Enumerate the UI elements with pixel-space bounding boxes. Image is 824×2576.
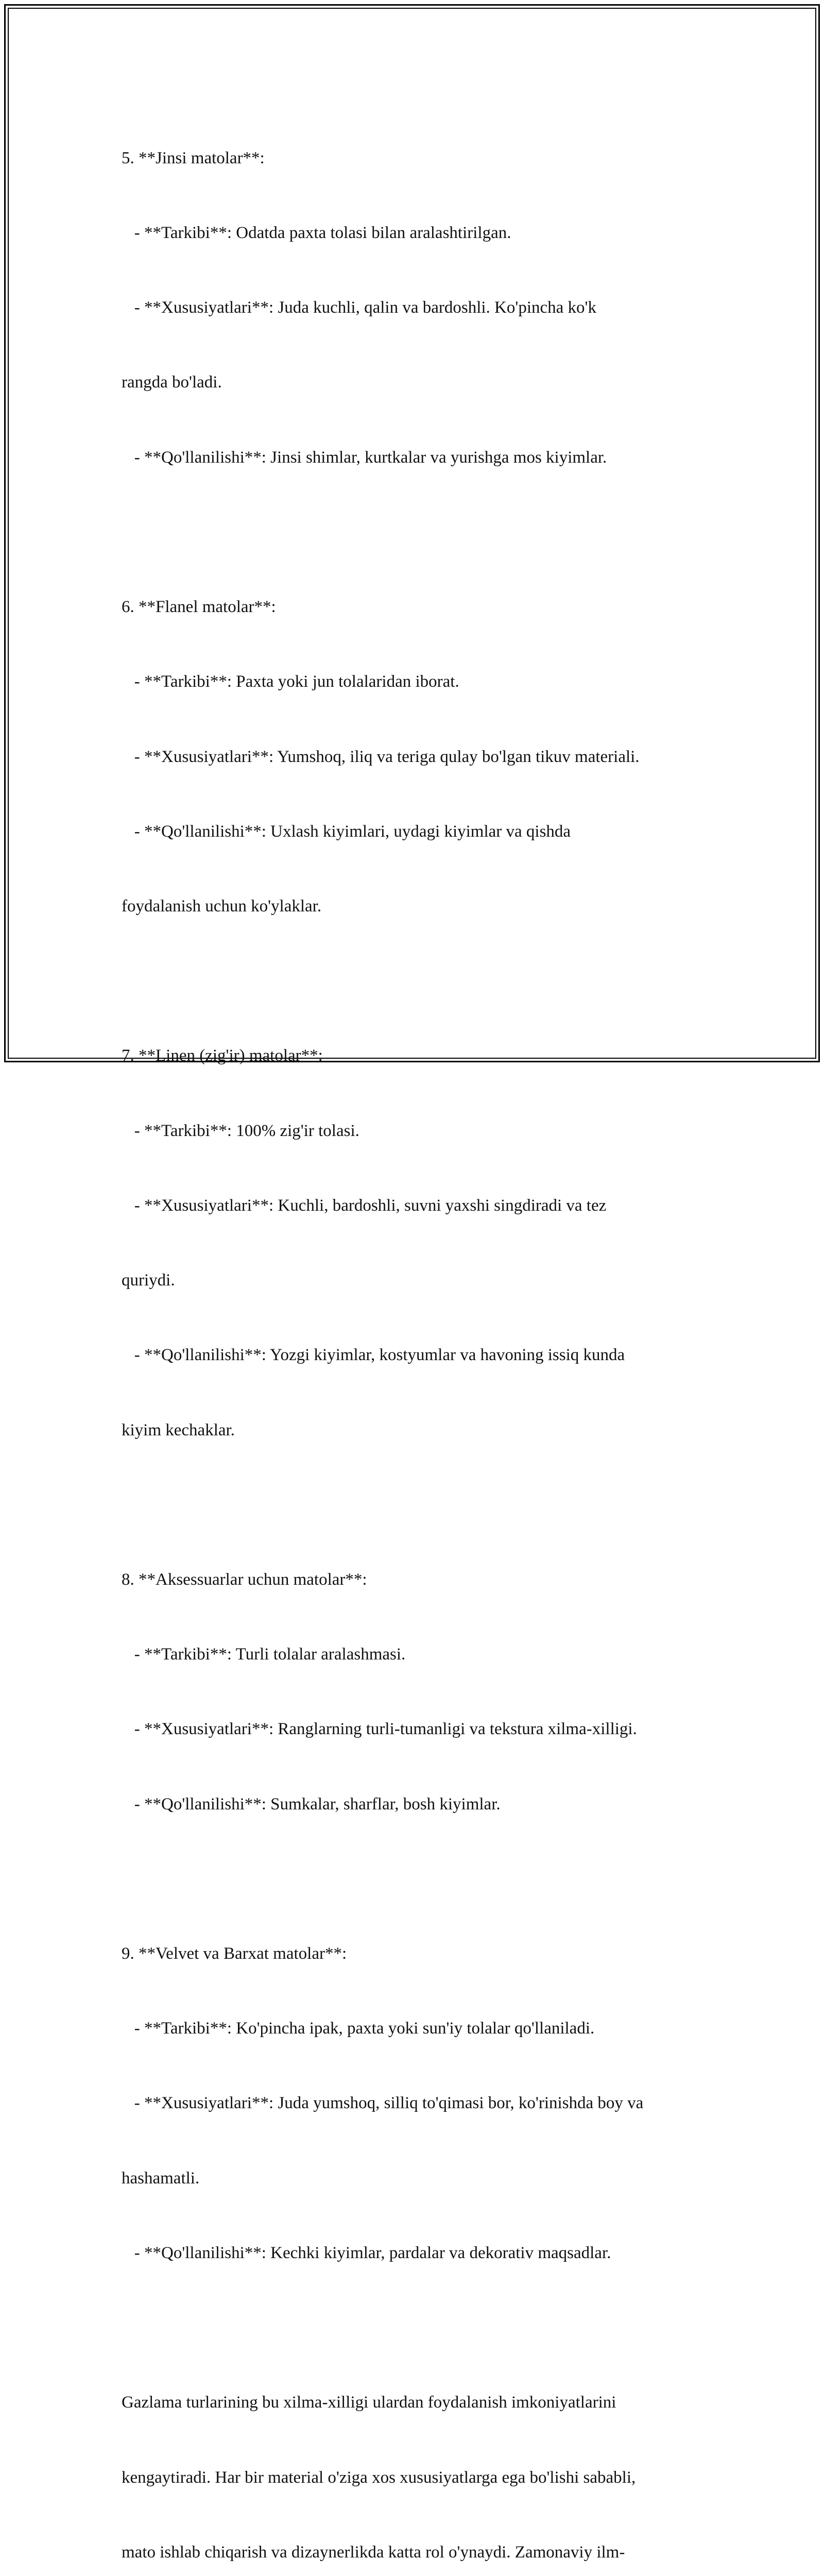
text-line: Gazlama turlarining bu xilma-xilligi ulardan foydalanish imkoniyatlarini [122, 2393, 616, 2412]
text-line: - **Xususiyatlari**: Ranglarning turli-tumanligi va tekstura xilma-xilligi. [122, 1720, 637, 1739]
text-line: - **Qo'llanilishi**: Kechki kiyimlar, pardalar va dekorativ maqsadlar. [122, 2243, 611, 2262]
section-heading: 6. **Flanel matolar**: [122, 598, 276, 617]
section-velvet-barxat-matolar [122, 1891, 703, 2315]
text-line: - **Qo'llanilishi**: Sumkalar, sharflar, bosh kiyimlar. [122, 1794, 501, 1814]
document-body [122, 96, 703, 2576]
conclusion-paragraph [122, 2340, 703, 2576]
section-heading: 8. **Aksessuarlar uchun matolar**: [122, 1570, 367, 1589]
text-line: - **Xususiyatlari**: Kuchli, bardoshli, suvni yaxshi singdiradi va tez [122, 1196, 607, 1215]
text-line: - **Qo'llanilishi**: Yozgi kiyimlar, kostyumlar va havoning issiq kunda [122, 1346, 625, 1365]
text-line: - **Qo'llanilishi**: Uxlash kiyimlari, uydagi kiyimlar va qishda [122, 822, 571, 841]
text-line: hashamatli. [122, 2168, 200, 2188]
text-line: - **Tarkibi**: Turli tolalar aralashmasi. [122, 1645, 406, 1664]
section-flanel-matolar [122, 545, 703, 969]
section-heading: 9. **Velvet va Barxat matolar**: [122, 1944, 347, 1963]
text-line: kengaytiradi. Har bir material o'ziga xos xususiyatlarga ega bo'lishi sababli, [122, 2468, 636, 2487]
text-line: foydalanish uchun ko'ylaklar. [122, 896, 322, 916]
section-jinsi-matolar [122, 96, 703, 520]
section-aksessuarlar-matolar [122, 1517, 703, 1867]
text-line: rangda bo'ladi. [122, 373, 222, 392]
text-line: - **Qo'llanilishi**: Jinsi shimlar, kurtkalar va yurishga mos kiyimlar. [122, 448, 607, 467]
text-line: - **Xususiyatlari**: Juda yumshoq, silliq to'qimasi bor, ko'rinishda boy va [122, 2094, 644, 2113]
section-linen-matolar [122, 994, 703, 1493]
text-line: - **Xususiyatlari**: Juda kuchli, qalin va bardoshli. Ko'pincha ko'k [122, 298, 596, 317]
text-line: kiyim kechaklar. [122, 1420, 235, 1439]
text-line: - **Xususiyatlari**: Yumshoq, iliq va teriga qulay bo'lgan tikuv materiali. [122, 747, 640, 766]
section-heading: 5. **Jinsi matolar**: [122, 148, 265, 167]
text-line: - **Tarkibi**: 100% zig'ir tolasi. [122, 1121, 359, 1140]
text-line: quriydi. [122, 1271, 175, 1290]
text-line: - **Tarkibi**: Odatda paxta tolasi bilan aralashtirilgan. [122, 224, 511, 243]
text-line: mato ishlab chiqarish va dizaynerlikda katta rol o'ynaydi. Zamonaviy ilm- [122, 2543, 625, 2562]
section-heading: 7. **Linen (zig'ir) matolar**: [122, 1046, 323, 1065]
text-line: - **Tarkibi**: Paxta yoki jun tolalaridan iborat. [122, 672, 459, 691]
text-line: - **Tarkibi**: Ko'pincha ipak, paxta yoki sun'iy tolalar qo'llaniladi. [122, 2019, 595, 2038]
